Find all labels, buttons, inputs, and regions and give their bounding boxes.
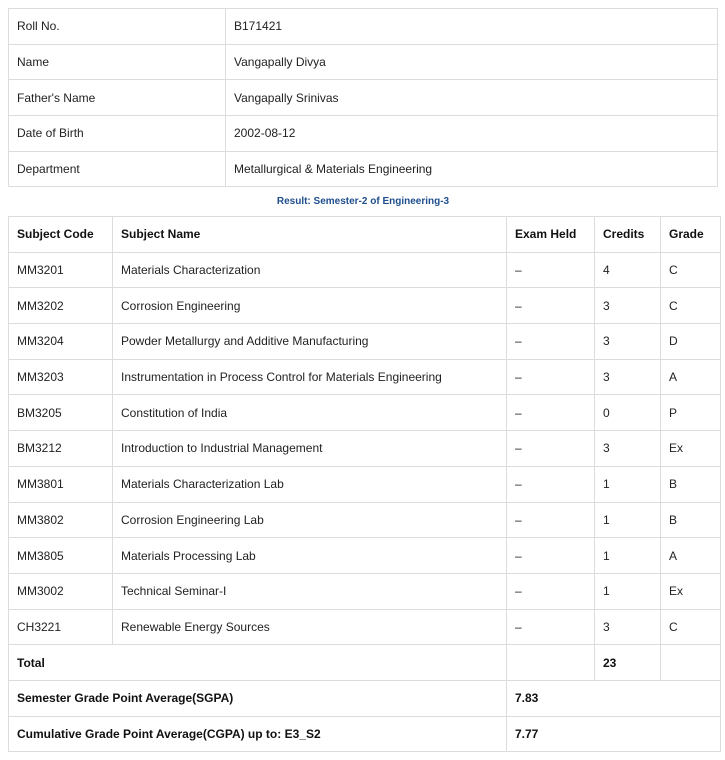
credits: 1 (595, 538, 661, 574)
credits: 1 (595, 466, 661, 502)
header-subject-name: Subject Name (113, 217, 507, 253)
cgpa-row (9, 716, 721, 752)
credits: 3 (595, 359, 661, 395)
exam-held: – (507, 573, 595, 609)
cgpa-label: Cumulative Grade Point Average(CGPA) up to: E3_S2 (9, 716, 507, 752)
header-credits: Credits (595, 217, 661, 253)
student-info-table (8, 8, 718, 187)
name-row (9, 44, 718, 80)
credits: 1 (595, 573, 661, 609)
grade: A (661, 538, 721, 574)
subject-code: MM3204 (9, 324, 113, 360)
table-row (9, 359, 721, 395)
roll-label: Roll No. (9, 9, 226, 45)
table-row (9, 395, 721, 431)
dob-value: 2002-08-12 (226, 116, 718, 152)
department-row (9, 151, 718, 187)
subject-name: Materials Processing Lab (113, 538, 507, 574)
table-row (9, 573, 721, 609)
header-grade: Grade (661, 217, 721, 253)
subject-code: BM3205 (9, 395, 113, 431)
credits: 3 (595, 324, 661, 360)
grade: B (661, 502, 721, 538)
exam-held: – (507, 288, 595, 324)
father-row (9, 80, 718, 116)
subject-code: MM3201 (9, 252, 113, 288)
father-label: Father's Name (9, 80, 226, 116)
name-value: Vangapally Divya (226, 44, 718, 80)
subject-name: Technical Seminar-I (113, 573, 507, 609)
subject-code: MM3802 (9, 502, 113, 538)
subject-code: BM3212 (9, 431, 113, 467)
sgpa-row (9, 680, 721, 716)
results-table (8, 216, 721, 752)
department-label: Department (9, 151, 226, 187)
department-value: Metallurgical & Materials Engineering (226, 151, 718, 187)
exam-held: – (507, 609, 595, 645)
subject-name: Materials Characterization (113, 252, 507, 288)
results-header-row (9, 217, 721, 253)
subject-name: Instrumentation in Process Control for Materials Engineering (113, 359, 507, 395)
subject-name: Materials Characterization Lab (113, 466, 507, 502)
table-row (9, 252, 721, 288)
grade: Ex (661, 431, 721, 467)
exam-held: – (507, 324, 595, 360)
exam-held: – (507, 395, 595, 431)
exam-held: – (507, 502, 595, 538)
exam-held: – (507, 252, 595, 288)
grade: C (661, 609, 721, 645)
father-value: Vangapally Srinivas (226, 80, 718, 116)
subject-name: Corrosion Engineering (113, 288, 507, 324)
dob-row (9, 116, 718, 152)
subject-code: CH3221 (9, 609, 113, 645)
total-credits: 23 (595, 645, 661, 681)
subject-name: Corrosion Engineering Lab (113, 502, 507, 538)
roll-row (9, 9, 718, 45)
table-row (9, 538, 721, 574)
grade: P (661, 395, 721, 431)
subject-code: MM3805 (9, 538, 113, 574)
exam-held: – (507, 359, 595, 395)
subject-code: MM3002 (9, 573, 113, 609)
cgpa-value: 7.77 (507, 716, 721, 752)
result-caption: Result: Semester-2 of Engineering-3 (276, 196, 450, 207)
credits: 1 (595, 502, 661, 538)
table-row (9, 502, 721, 538)
grade: B (661, 466, 721, 502)
sgpa-label: Semester Grade Point Average(SGPA) (9, 680, 507, 716)
subject-name: Introduction to Industrial Management (113, 431, 507, 467)
subject-name: Constitution of India (113, 395, 507, 431)
subject-code: MM3203 (9, 359, 113, 395)
table-row (9, 324, 721, 360)
table-row (9, 288, 721, 324)
subject-name: Renewable Energy Sources (113, 609, 507, 645)
total-row (9, 645, 721, 681)
header-subject-code: Subject Code (9, 217, 113, 253)
credits: 3 (595, 609, 661, 645)
dob-label: Date of Birth (9, 116, 226, 152)
grade: Ex (661, 573, 721, 609)
total-exam-empty (507, 645, 595, 681)
credits: 0 (595, 395, 661, 431)
table-row (9, 466, 721, 502)
total-grade-empty (661, 645, 721, 681)
name-label: Name (9, 44, 226, 80)
subject-code: MM3801 (9, 466, 113, 502)
credits: 4 (595, 252, 661, 288)
exam-held: – (507, 431, 595, 467)
subject-code: MM3202 (9, 288, 113, 324)
header-exam-held: Exam Held (507, 217, 595, 253)
credits: 3 (595, 288, 661, 324)
total-label: Total (9, 645, 507, 681)
credits: 3 (595, 431, 661, 467)
exam-held: – (507, 466, 595, 502)
table-row (9, 431, 721, 467)
roll-value: B171421 (226, 9, 718, 45)
table-row (9, 609, 721, 645)
grade: C (661, 252, 721, 288)
exam-held: – (507, 538, 595, 574)
grade: C (661, 288, 721, 324)
grade: A (661, 359, 721, 395)
subject-name: Powder Metallurgy and Additive Manufacturing (113, 324, 507, 360)
grade: D (661, 324, 721, 360)
sgpa-value: 7.83 (507, 680, 721, 716)
